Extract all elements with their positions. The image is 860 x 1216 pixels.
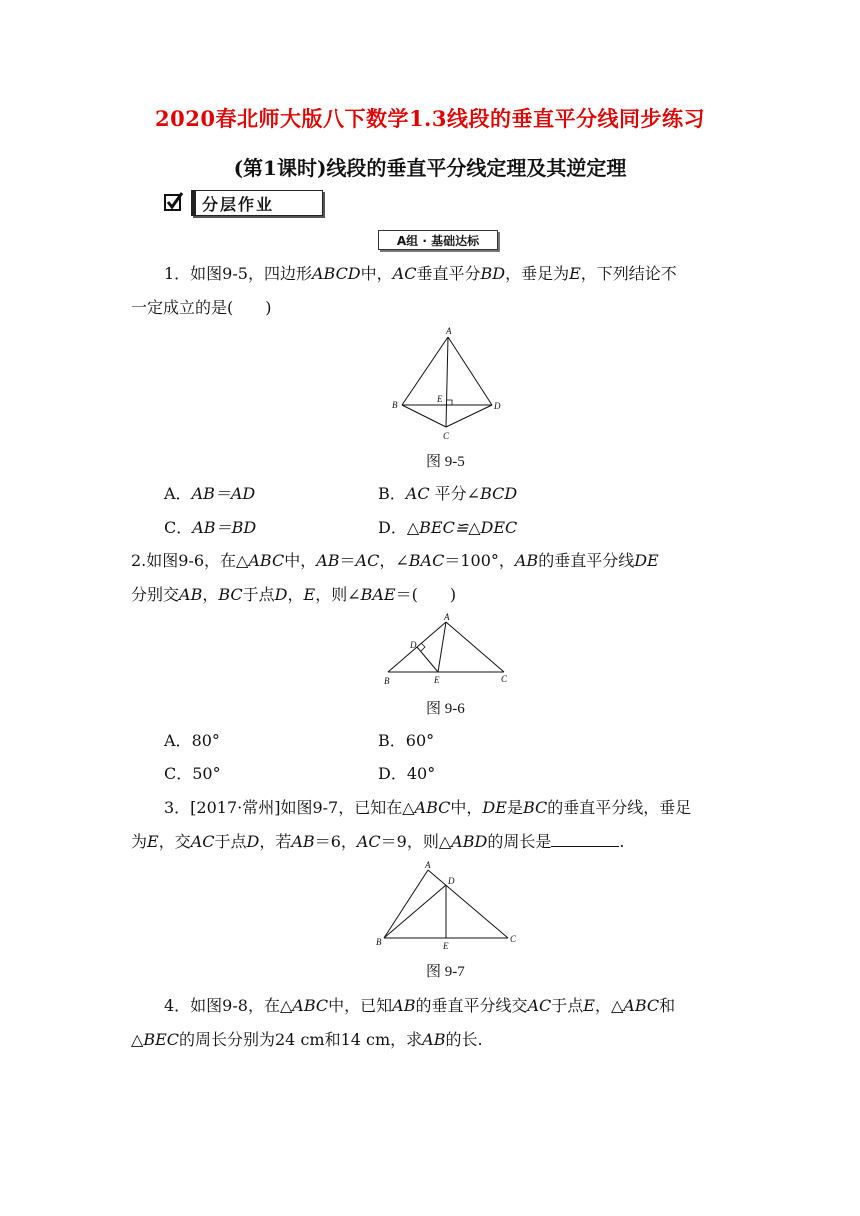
q4-text: ，△	[594, 996, 624, 1015]
q3-text: ，交	[158, 832, 191, 851]
fig-label-d: D	[448, 876, 455, 886]
fig-label-c: C	[510, 934, 517, 944]
q2-var: ABC	[248, 551, 285, 570]
q2-option-d	[378, 758, 435, 790]
q2-var: BAC	[408, 551, 445, 570]
q2-text: 中，	[284, 551, 317, 570]
q2-line2	[131, 579, 456, 611]
fig-label-d: D	[410, 640, 417, 650]
q1-text: 垂直平分	[416, 264, 481, 283]
q4-text: △	[131, 1030, 144, 1049]
q2-line1	[131, 545, 659, 577]
q2-option-c	[164, 758, 221, 790]
q4-var: BEC	[143, 1030, 179, 1049]
fig-label-c: C	[443, 431, 450, 441]
q1-text: ，垂足为	[505, 264, 570, 283]
q1-option-d	[378, 512, 517, 544]
q2-option-b	[378, 725, 434, 757]
q4-var: ABC	[623, 996, 660, 1015]
q2-text: ，	[202, 585, 219, 604]
q2-text: ，则∠	[315, 585, 361, 604]
q1-var: E	[569, 264, 581, 283]
document-subtitle: (第1课时)线段的垂直平分线定理及其逆定理	[233, 156, 627, 180]
q3-var: DE	[482, 798, 507, 817]
option-letter: D．	[378, 764, 407, 783]
q1-option-a	[164, 478, 255, 510]
q4-var: AB	[392, 996, 416, 1015]
q2-var: AB	[316, 551, 340, 570]
fig-label-a: A	[425, 860, 431, 870]
q4-line2	[131, 1024, 483, 1056]
q3-var: E	[147, 832, 159, 851]
figure-caption-9-7: 图 9-7	[426, 964, 465, 980]
q3-text: .	[619, 832, 625, 851]
q2-var: BC	[218, 585, 243, 604]
option-letter: B．	[378, 484, 406, 503]
q3-line2	[131, 826, 624, 858]
option-text: 80°	[191, 731, 220, 750]
option-letter: D．	[378, 518, 407, 537]
q2-text: ＝( )	[395, 585, 457, 604]
q3-var: AC	[356, 832, 381, 851]
q2-text: ＝100°，	[444, 551, 515, 570]
option-text: 60°	[405, 731, 435, 750]
q2-var: BAE	[360, 585, 396, 604]
option-letter: B．	[378, 731, 406, 750]
q2-var: AC	[355, 551, 380, 570]
q2-text: ＝	[339, 551, 356, 570]
fig-label-a: A	[446, 326, 452, 336]
q3-text: 为	[131, 832, 148, 851]
option-letter: A．	[164, 484, 192, 503]
q4-var: AB	[422, 1030, 446, 1049]
option-text: 50°	[192, 764, 221, 783]
q2-text: 于点	[242, 585, 275, 604]
q1-option-c	[164, 512, 256, 544]
q1-text: 中，	[360, 264, 393, 283]
option-var: AC	[405, 484, 430, 503]
q4-var: AC	[527, 996, 552, 1015]
q2-text: ，	[287, 585, 304, 604]
q4-var: ABC	[292, 996, 329, 1015]
q3-text: 的周长是	[487, 832, 552, 851]
q3-var: ABC	[414, 798, 451, 817]
option-text: AB＝AD	[191, 484, 256, 503]
q1-var: AC	[392, 264, 417, 283]
q3-text: 中，	[450, 798, 483, 817]
q1-text: 1．如图9-5，四边形	[164, 264, 312, 283]
q4-line1	[164, 990, 675, 1022]
q3-text: 于点	[214, 832, 247, 851]
fig-label-c: C	[501, 674, 508, 684]
q2-text: 分别交	[131, 585, 180, 604]
q3-text: ，若	[259, 832, 292, 851]
figure-caption-9-5: 图 9-5	[426, 454, 465, 470]
q4-text: 4．如图9-8，在△	[164, 996, 293, 1015]
q4-text: 的周长分别为24 cm和14 cm，求	[179, 1030, 423, 1049]
q2-var: E	[303, 585, 316, 604]
section-label: 分层作业	[202, 194, 275, 214]
section-header	[191, 190, 323, 216]
q4-text: 于点	[551, 996, 584, 1015]
fig-label-e: E	[437, 394, 443, 404]
figure-9-7	[372, 858, 524, 954]
fig-label-d: D	[494, 401, 501, 411]
q4-text: 中，已知	[328, 996, 393, 1015]
q4-text: 和	[659, 996, 676, 1015]
fig-label-b: B	[392, 400, 398, 410]
checkbox-checked-icon	[164, 192, 184, 212]
q3-var: AB	[291, 832, 315, 851]
q3-text: 是	[506, 798, 523, 817]
document-title: 2020春北师大版八下数学1.3线段的垂直平分线同步练习	[155, 106, 705, 131]
q3-var: ABD	[451, 832, 488, 851]
q1-var: ABCD	[311, 264, 361, 283]
q1-option-b	[378, 478, 517, 510]
fig-label-e: E	[434, 675, 440, 685]
q2-var: D	[274, 585, 288, 604]
q3-text: 的垂直平分线，垂足	[547, 798, 692, 817]
option-var: BCD	[480, 484, 518, 503]
fig-label-e: E	[443, 941, 449, 951]
fig-label-b: B	[376, 937, 382, 947]
option-letter: C．	[164, 518, 193, 537]
option-letter: A．	[164, 731, 192, 750]
figure-9-5	[386, 325, 508, 443]
q1-var: BD	[480, 264, 506, 283]
option-text: 40°	[406, 764, 436, 783]
q3-text: 3．[2017·常州]如图9-7，已知在△	[164, 798, 415, 817]
q3-var: D	[246, 832, 260, 851]
q4-text: 的长.	[445, 1030, 483, 1049]
q4-var: E	[583, 996, 595, 1015]
option-text: △BEC≌△DEC	[406, 518, 518, 537]
q2-var: AB	[514, 551, 539, 570]
option-text: 平分∠	[429, 484, 481, 503]
q2-option-a	[164, 725, 220, 757]
q3-text: ＝9，则△	[380, 832, 452, 851]
option-letter: C．	[164, 764, 193, 783]
group-label: A组 · 基础达标	[378, 230, 498, 250]
fig-label-b: B	[384, 676, 390, 686]
q1-line2: 一定成立的是( )	[131, 298, 272, 317]
q2-text: 的垂直平分线	[538, 551, 635, 570]
figure-9-6	[380, 612, 516, 690]
q3-line1	[164, 792, 691, 824]
q1-line1	[164, 258, 677, 290]
q3-text: ＝6，	[314, 832, 357, 851]
q2-var: DE	[634, 551, 659, 570]
q2-text: ，∠	[379, 551, 409, 570]
section-bar	[192, 191, 196, 215]
q2-var: AB	[179, 585, 203, 604]
q1-text: ，下列结论不	[580, 264, 677, 283]
option-text: AB＝BD	[192, 518, 257, 537]
fig-label-a: A	[444, 612, 450, 622]
q2-text: 2.如图9-6，在△	[131, 551, 249, 570]
figure-caption-9-6: 图 9-6	[426, 701, 465, 717]
q3-var: AC	[190, 832, 215, 851]
q4-text: 的垂直平分线交	[415, 996, 528, 1015]
answer-blank[interactable]	[551, 830, 619, 847]
q3-var: BC	[522, 798, 548, 817]
